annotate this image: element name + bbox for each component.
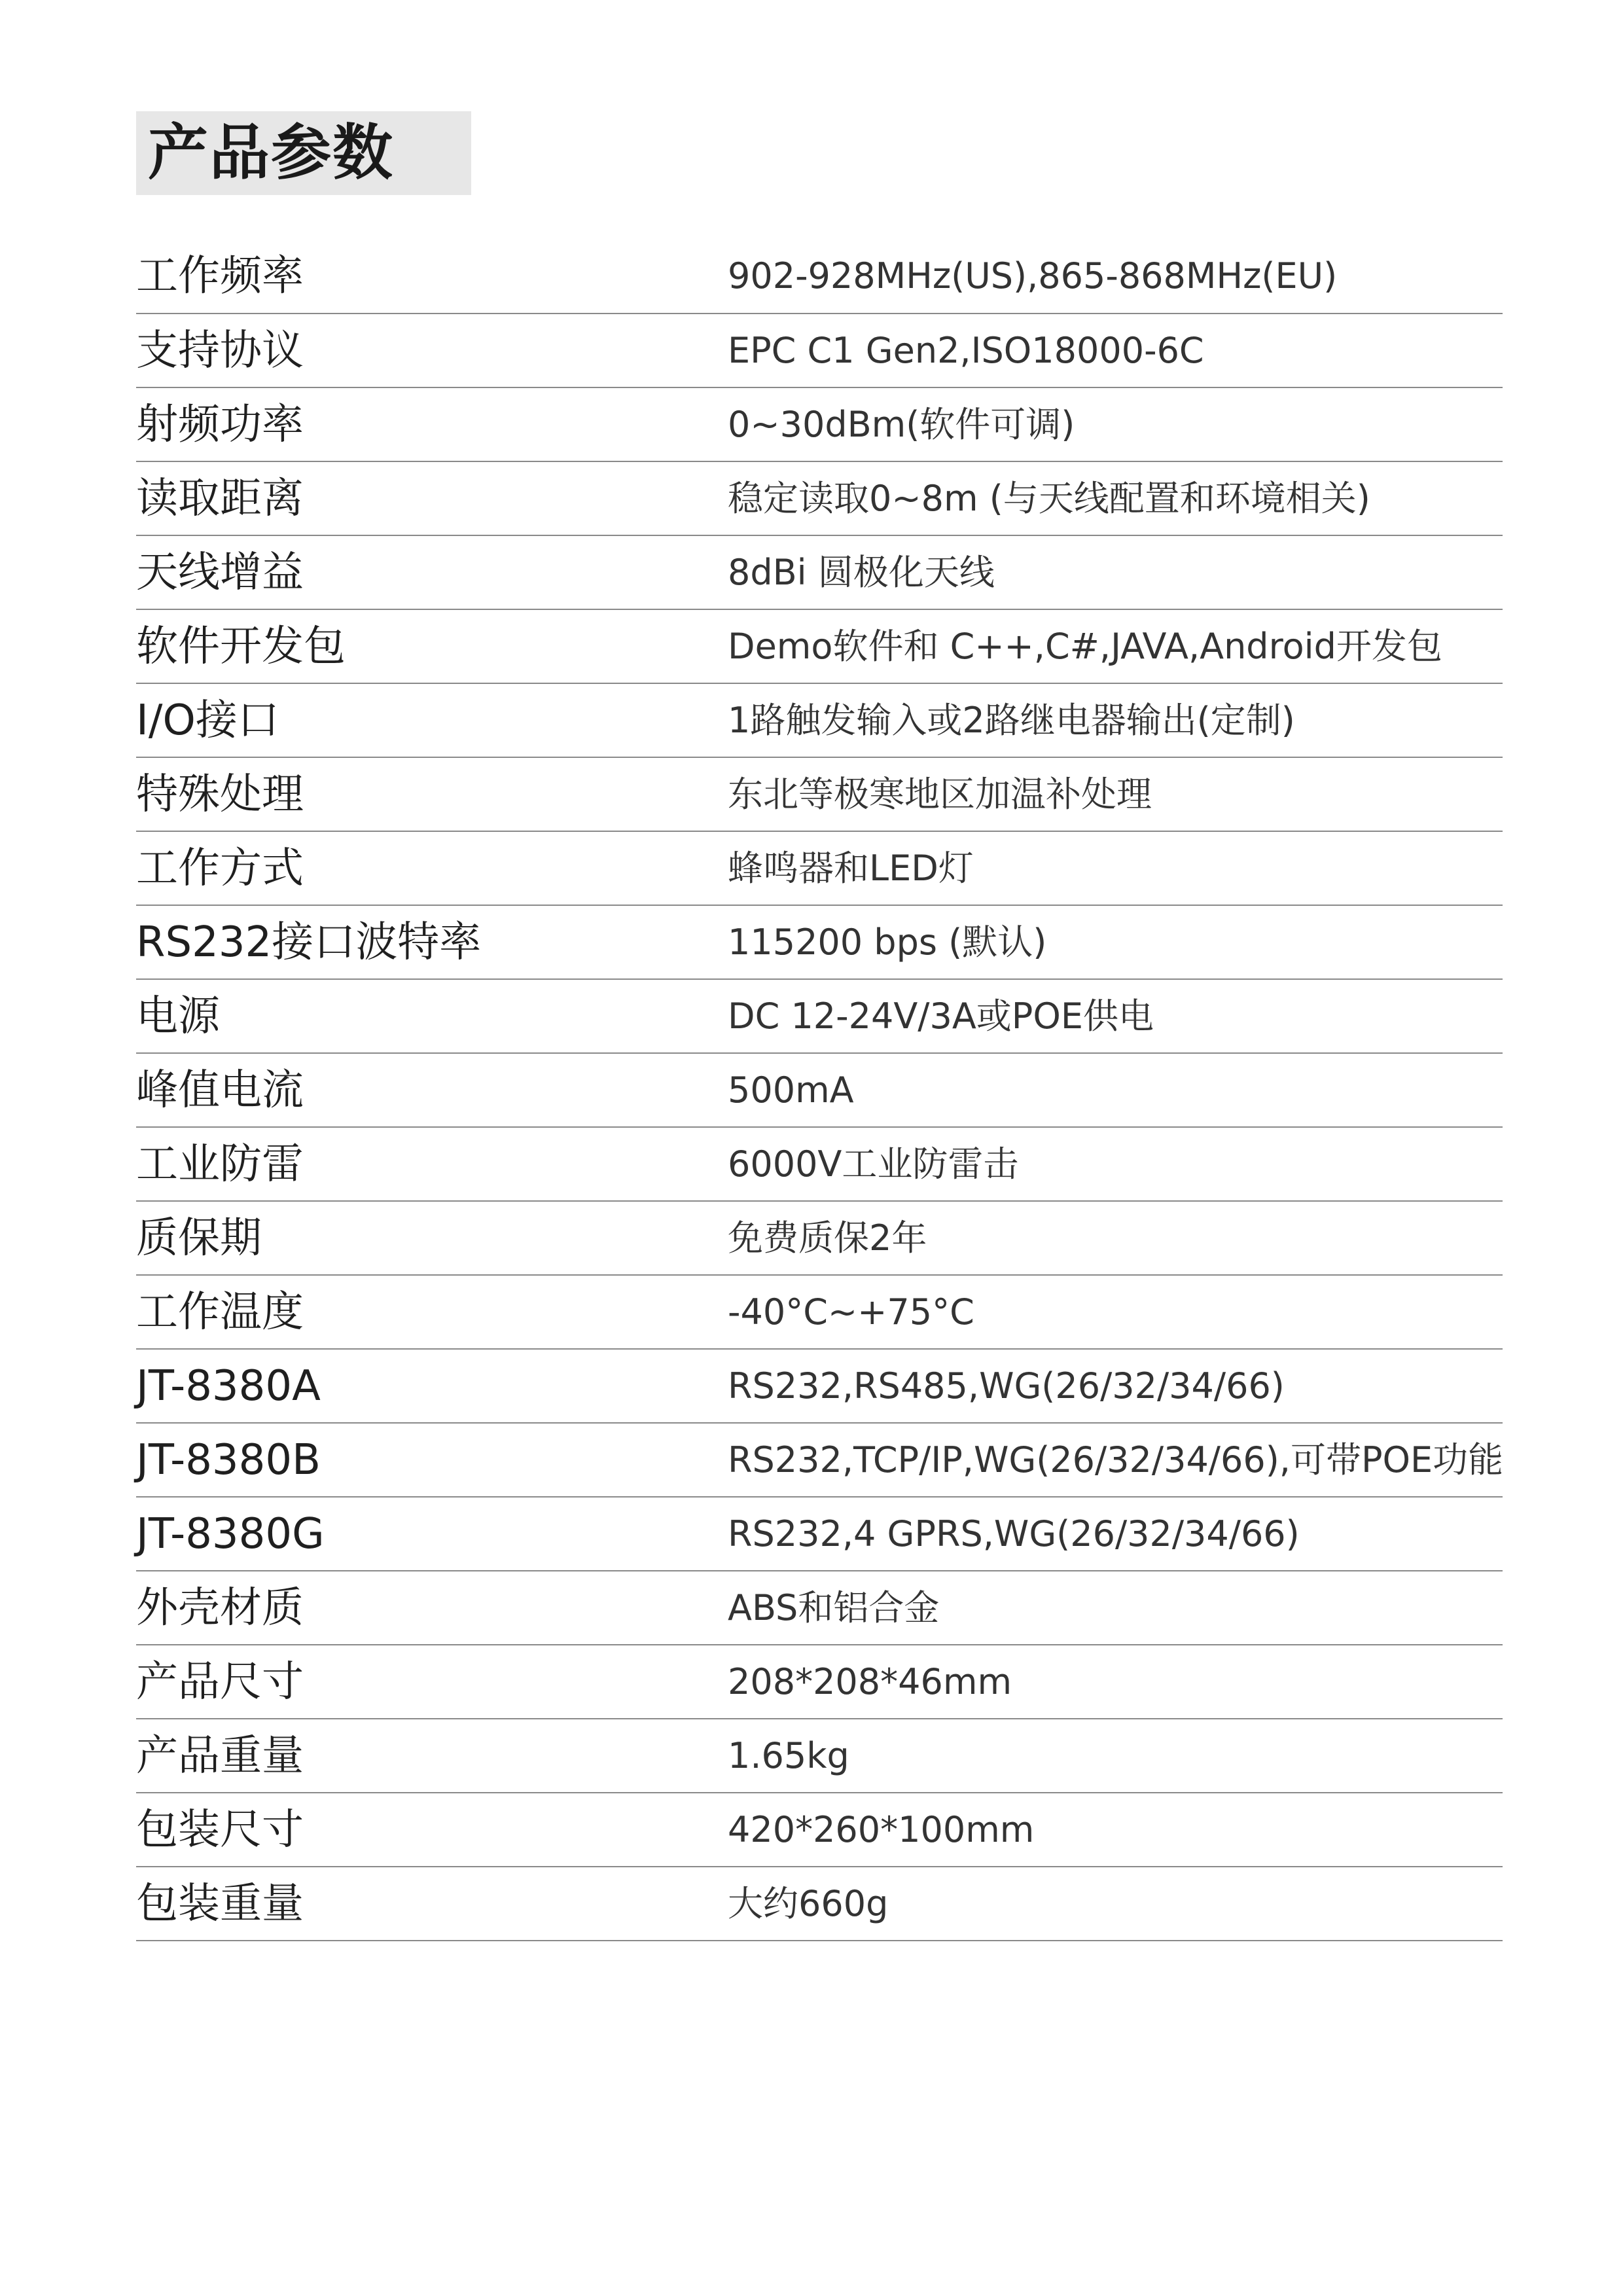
spec-value: 500mA: [728, 1053, 1503, 1127]
spec-value: Demo软件和 C++,C#,JAVA,Android开发包: [728, 609, 1503, 683]
table-row: [136, 387, 1503, 461]
spec-value: 902-928MHz(US),865-868MHz(EU): [728, 240, 1503, 314]
spec-value: 6000V工业防雷击: [728, 1127, 1503, 1201]
spec-value: DC 12-24V/3A或POE供电: [728, 979, 1503, 1053]
spec-label: JT-8380G: [136, 1497, 728, 1571]
spec-value: 1路触发输入或2路继电器输出(定制): [728, 683, 1503, 757]
spec-value: 稳定读取0~8m (与天线配置和环境相关): [728, 461, 1503, 535]
table-row: [136, 1571, 1503, 1645]
spec-label: I/O接口: [136, 683, 728, 757]
table-row: [136, 1497, 1503, 1571]
spec-value: 大约660g: [728, 1867, 1503, 1941]
table-row: [136, 1719, 1503, 1793]
spec-value: ABS和铝合金: [728, 1571, 1503, 1645]
spec-label: 外壳材质: [136, 1571, 728, 1645]
table-row: [136, 1423, 1503, 1497]
spec-value: RS232,RS485,WG(26/32/34/66): [728, 1349, 1503, 1423]
spec-label: 质保期: [136, 1201, 728, 1275]
spec-label: 射频功率: [136, 387, 728, 461]
table-row: [136, 1645, 1503, 1719]
spec-value: 115200 bps (默认): [728, 905, 1503, 979]
table-row: [136, 1793, 1503, 1867]
table-row: [136, 461, 1503, 535]
table-row: [136, 1127, 1503, 1201]
spec-label: 包装尺寸: [136, 1793, 728, 1867]
spec-label: 工作方式: [136, 831, 728, 905]
table-row: [136, 1275, 1503, 1349]
spec-value: 东北等极寒地区加温补处理: [728, 757, 1503, 831]
spec-label: 工作频率: [136, 240, 728, 314]
table-row: [136, 979, 1503, 1053]
table-row: [136, 1349, 1503, 1423]
spec-label: 支持协议: [136, 314, 728, 387]
spec-value: 免费质保2年: [728, 1201, 1503, 1275]
spec-label: 工业防雷: [136, 1127, 728, 1201]
spec-value: 8dBi 圆极化天线: [728, 535, 1503, 609]
spec-label: 天线增益: [136, 535, 728, 609]
spec-value: RS232,TCP/IP,WG(26/32/34/66),可带POE功能: [728, 1423, 1503, 1497]
spec-label: 读取距离: [136, 461, 728, 535]
spec-value: 蜂鸣器和LED灯: [728, 831, 1503, 905]
section-title: 产品参数: [148, 118, 395, 188]
spec-label: 软件开发包: [136, 609, 728, 683]
spec-label: 产品尺寸: [136, 1645, 728, 1719]
spec-label: 包装重量: [136, 1867, 728, 1941]
spec-label: 产品重量: [136, 1719, 728, 1793]
spec-value: RS232,4 GPRS,WG(26/32/34/66): [728, 1497, 1503, 1571]
table-row: [136, 683, 1503, 757]
table-row: [136, 609, 1503, 683]
table-row: [136, 240, 1503, 314]
section-title-box: [136, 111, 471, 195]
spec-value: 208*208*46mm: [728, 1645, 1503, 1719]
table-row: [136, 1053, 1503, 1127]
table-row: [136, 757, 1503, 831]
table-row: [136, 905, 1503, 979]
spec-value: 420*260*100mm: [728, 1793, 1503, 1867]
table-row: [136, 314, 1503, 387]
spec-value: 0~30dBm(软件可调): [728, 387, 1503, 461]
spec-label: JT-8380A: [136, 1349, 728, 1423]
spec-label: 工作温度: [136, 1275, 728, 1349]
spec-label: 电源: [136, 979, 728, 1053]
table-row: [136, 1201, 1503, 1275]
spec-label: 特殊处理: [136, 757, 728, 831]
table-row: [136, 535, 1503, 609]
spec-table: [136, 240, 1503, 1941]
table-row: [136, 1867, 1503, 1941]
spec-value: EPC C1 Gen2,ISO18000-6C: [728, 314, 1503, 387]
spec-label: 峰值电流: [136, 1053, 728, 1127]
spec-label: JT-8380B: [136, 1423, 728, 1497]
spec-value: -40°C~+75°C: [728, 1275, 1503, 1349]
spec-label: RS232接口波特率: [136, 905, 728, 979]
spec-value: 1.65kg: [728, 1719, 1503, 1793]
table-row: [136, 831, 1503, 905]
